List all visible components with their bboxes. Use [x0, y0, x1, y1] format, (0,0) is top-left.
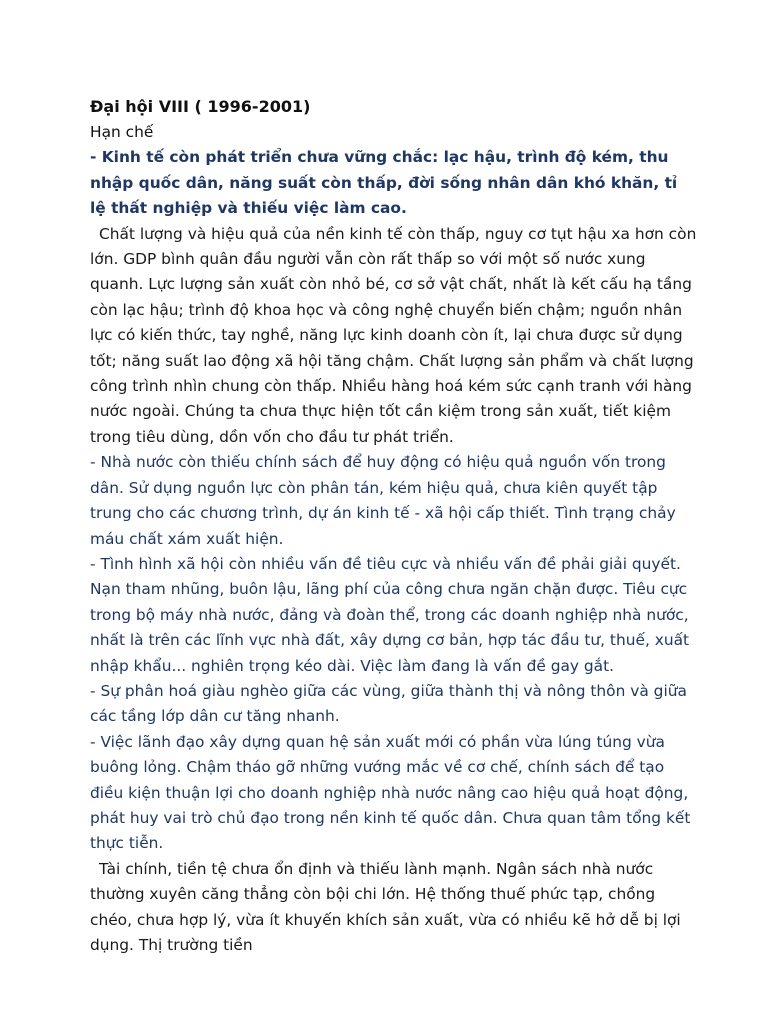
body-paragraph-state-policy: - Nhà nước còn thiếu chính sách để huy động có hiệu quả nguồn vốn trong dân. Sử dụng nguồn lực còn phân tán, kém hiệu quả, chưa kiên quyết tập trung cho các chương trình, dự án kinh tế - xã hội cấp thiết. Tình trạng chảy máu chất xám xuất hiện.: [90, 453, 676, 548]
section-heading: Hạn chế: [90, 123, 154, 141]
body-paragraph-social-issues: - Tình hình xã hội còn nhiều vấn đề tiêu cực và nhiều vấn đề phải giải quyết. Nạn tham nhũng, buôn lậu, lãng phí của công chưa ngăn chặn được. Tiêu cực trong bộ máy nhà nước, đảng và đoàn thể, trong các doanh nghiệp nhà nước, nhất là trên các lĩnh vực nhà đất, xây dựng cơ bản, hợp tác đầu tư, thuế, xuất nhập khẩu... nghiên trọng kéo dài. Việc làm đang là vấn đề gay gắt.: [90, 554, 690, 675]
body-paragraph-quality: Chất lượng và hiệu quả của nền kinh tế còn thấp, nguy cơ tụt hậu xa hơn còn lớn. GDP bình quân đầu người vẫn còn rất thấp so với một số nước xung quanh. Lực lượng sản xuất còn nhỏ bé, cơ sở vật chất, nhất là kết cấu hạ tầng còn lạc hậu; trình độ khoa học và công nghệ chuyển biến chậm; nguồn nhân lực có kiến thức, tay nghề, năng lực kinh doanh còn ít, lại chưa được sử dụng tốt; năng suất lao động xã hội tăng chậm. Chất lượng sản phẩm và chất lượng công trình nhìn chung còn thấp. Nhiều hàng hoá kém sức cạnh tranh với hàng nước ngoài. Chúng ta chưa thực hiện tốt cần kiệm trong sản xuất, tiết kiệm trong tiêu dùng, dồn vốn cho đầu tư phát triển.: [90, 224, 697, 446]
lead-paragraph: - Kinh tế còn phát triển chưa vững chắc: lạc hậu, trình độ kém, thu nhập quốc dân, năng suất còn thấp, đời sống nhân dân khó khăn, tỉ lệ thất nghiệp và thiếu việc làm cao.: [90, 148, 678, 218]
document-title: Đại hội VIII ( 1996-2001): [90, 97, 311, 116]
body-paragraph-finance: Tài chính, tiền tệ chưa ổn định và thiếu lành mạnh. Ngân sách nhà nước thường xuyên căng thẳng còn bội chi lớn. Hệ thống thuế phức tạp, chồng chéo, chưa hợp lý, vừa ít khuyến khích sản xuất, vừa có nhiều kẽ hở dễ bị lợi dụng. Thị trường tiền: [90, 859, 681, 954]
body-paragraph-wealth-gap: - Sự phân hoá giàu nghèo giữa các vùng, giữa thành thị và nông thôn và giữa các tầng lớp dân cư tăng nhanh.: [90, 681, 687, 726]
body-paragraph-leadership: - Việc lãnh đạo xây dựng quan hệ sản xuất mới có phần vừa lúng túng vừa buông lỏng. Chậm tháo gỡ những vướng mắc về cơ chế, chính sách để tạo điều kiện thuận lợi cho doanh nghiệp nhà nước nâng cao hiệu quả hoạt động, phát huy vai trò chủ đạo trong nền kinh tế quốc dân. Chưa quan tâm tổng kết thực tiễn.: [90, 732, 691, 853]
